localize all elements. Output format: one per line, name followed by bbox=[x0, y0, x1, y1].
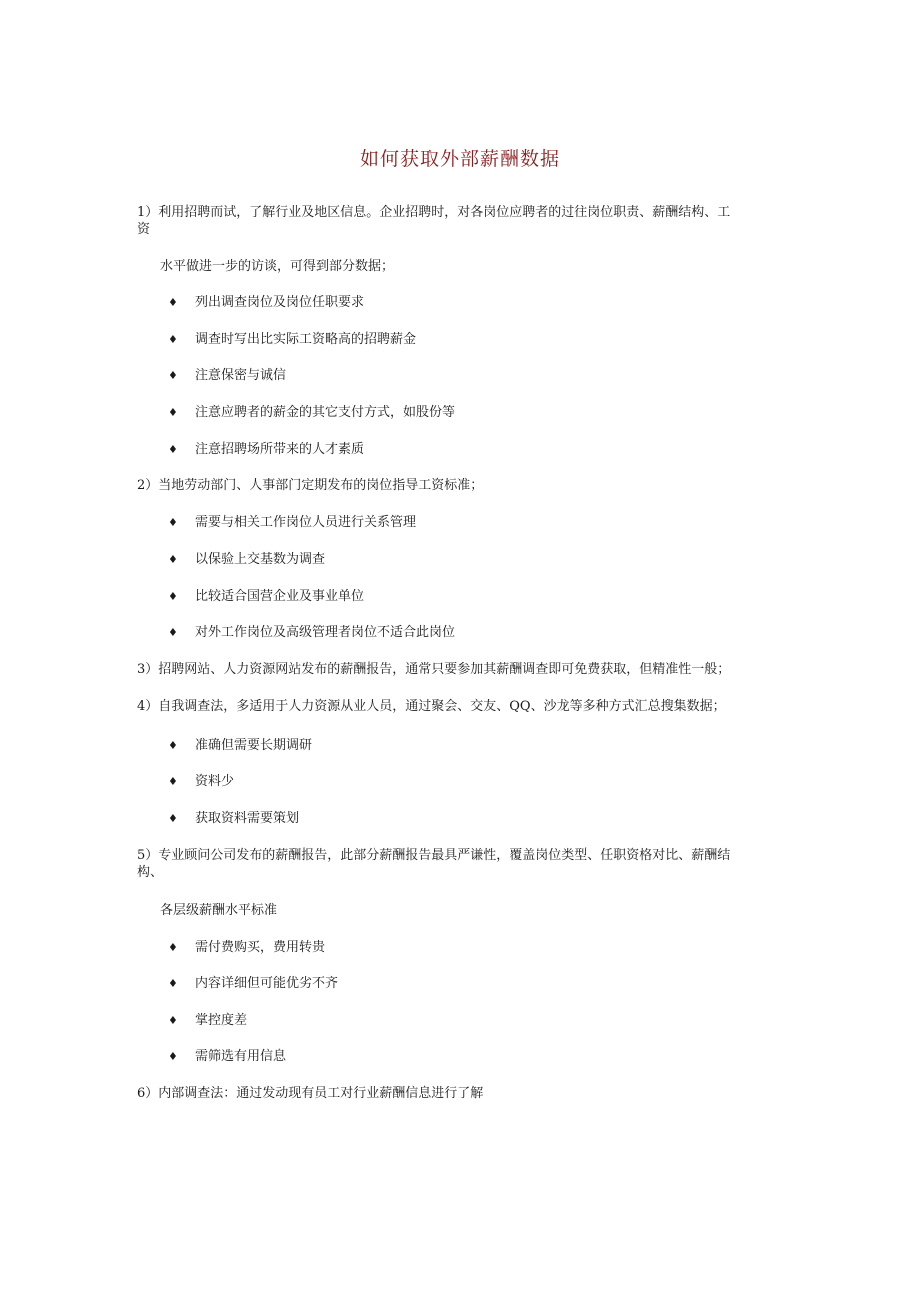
diamond-bullet-icon: ♦ bbox=[168, 516, 178, 529]
list-item bbox=[168, 588, 364, 605]
list-item bbox=[168, 1048, 286, 1065]
list-item-text: 需筛选有用信息 bbox=[195, 1049, 287, 1064]
list-item-text: 注意应聘者的薪金的其它支付方式，如股份等 bbox=[195, 405, 456, 420]
list-item-text: 资料少 bbox=[195, 774, 235, 789]
list-item-text: 获取资料需要策划 bbox=[195, 811, 300, 826]
diamond-bullet-icon: ♦ bbox=[168, 553, 178, 566]
list-item bbox=[168, 294, 364, 311]
section-1-heading: 1）利用招聘而试，了解行业及地区信息。企业招聘时，对各岗位应聘者的过往岗位职责、薪酬结构、工 bbox=[137, 205, 731, 220]
list-item-text: 注意保密与诚信 bbox=[195, 368, 287, 383]
list-item-text: 注意招聘场所带来的人才素质 bbox=[195, 442, 365, 457]
list-item-text: 需付费购买，费用转贵 bbox=[195, 940, 326, 955]
list-item bbox=[168, 331, 416, 348]
list-item bbox=[168, 1012, 247, 1029]
list-item bbox=[168, 773, 234, 790]
list-item-text: 内容详细但可能优劣不齐 bbox=[195, 976, 339, 991]
list-item-text: 需要与相关工作岗位人员进行关系管理 bbox=[195, 515, 417, 530]
diamond-bullet-icon: ♦ bbox=[168, 406, 178, 419]
diamond-bullet-icon: ♦ bbox=[168, 626, 178, 639]
list-item-text: 比较适合国营企业及事业单位 bbox=[195, 589, 365, 604]
section-6-heading: 6）内部调查法：通过发动现有员工对行业薪酬信息进行了解 bbox=[137, 1086, 484, 1101]
diamond-bullet-icon: ♦ bbox=[168, 739, 178, 752]
list-item-text: 调查时写出比实际工资略高的招聘薪金 bbox=[195, 332, 417, 347]
section-3-heading: 3）招聘网站、人力资源网站发布的薪酬报告，通常只要参加其薪酬调查即可免费获取，但精准性一般； bbox=[137, 662, 731, 677]
diamond-bullet-icon: ♦ bbox=[168, 369, 178, 382]
list-item bbox=[168, 624, 455, 641]
diamond-bullet-icon: ♦ bbox=[168, 941, 178, 954]
list-item-text: 列出调查岗位及岗位任职要求 bbox=[195, 295, 365, 310]
list-item-text: 掌控度差 bbox=[195, 1013, 248, 1028]
diamond-bullet-icon: ♦ bbox=[168, 590, 178, 603]
diamond-bullet-icon: ♦ bbox=[168, 1050, 178, 1063]
list-item bbox=[168, 367, 286, 384]
document-title: 如何获取外部薪酬数据 bbox=[359, 148, 560, 170]
section-5-heading-wrap: 构、 bbox=[137, 865, 164, 880]
diamond-bullet-icon: ♦ bbox=[168, 443, 178, 456]
diamond-bullet-icon: ♦ bbox=[168, 977, 178, 990]
list-item-text: 以保验上交基数为调查 bbox=[195, 552, 326, 567]
diamond-bullet-icon: ♦ bbox=[168, 296, 178, 309]
list-item bbox=[168, 404, 455, 421]
list-item-text: 对外工作岗位及高级管理者岗位不适合此岗位 bbox=[195, 625, 456, 640]
section-2-heading: 2）当地劳动部门、人事部门定期发布的岗位指导工资标准； bbox=[137, 478, 484, 493]
section-1-heading-wrap: 资 bbox=[137, 222, 151, 237]
section-5-heading: 5）专业顾问公司发布的薪酬报告，此部分薪酬报告最具严谦性，覆盖岗位类型、任职资格对比、薪酬结 bbox=[137, 848, 731, 863]
list-item bbox=[168, 737, 312, 754]
list-item-text: 准确但需要长期调研 bbox=[195, 738, 313, 753]
section-4-heading: 4）自我调查法，多适用于人力资源从业人员，通过聚会、交友、QQ、沙龙等多种方式汇总搜集数据； bbox=[137, 699, 726, 714]
section-5-continuation: 各层级薪酬水平标准 bbox=[160, 903, 278, 918]
list-item bbox=[168, 441, 364, 458]
diamond-bullet-icon: ♦ bbox=[168, 775, 178, 788]
diamond-bullet-icon: ♦ bbox=[168, 812, 178, 825]
diamond-bullet-icon: ♦ bbox=[168, 1014, 178, 1027]
list-item bbox=[168, 551, 325, 568]
list-item bbox=[168, 975, 338, 992]
diamond-bullet-icon: ♦ bbox=[168, 333, 178, 346]
list-item bbox=[168, 514, 416, 531]
list-item bbox=[168, 939, 325, 956]
section-1-continuation: 水平做进一步的访谈，可得到部分数据； bbox=[160, 259, 395, 274]
list-item bbox=[168, 810, 299, 827]
